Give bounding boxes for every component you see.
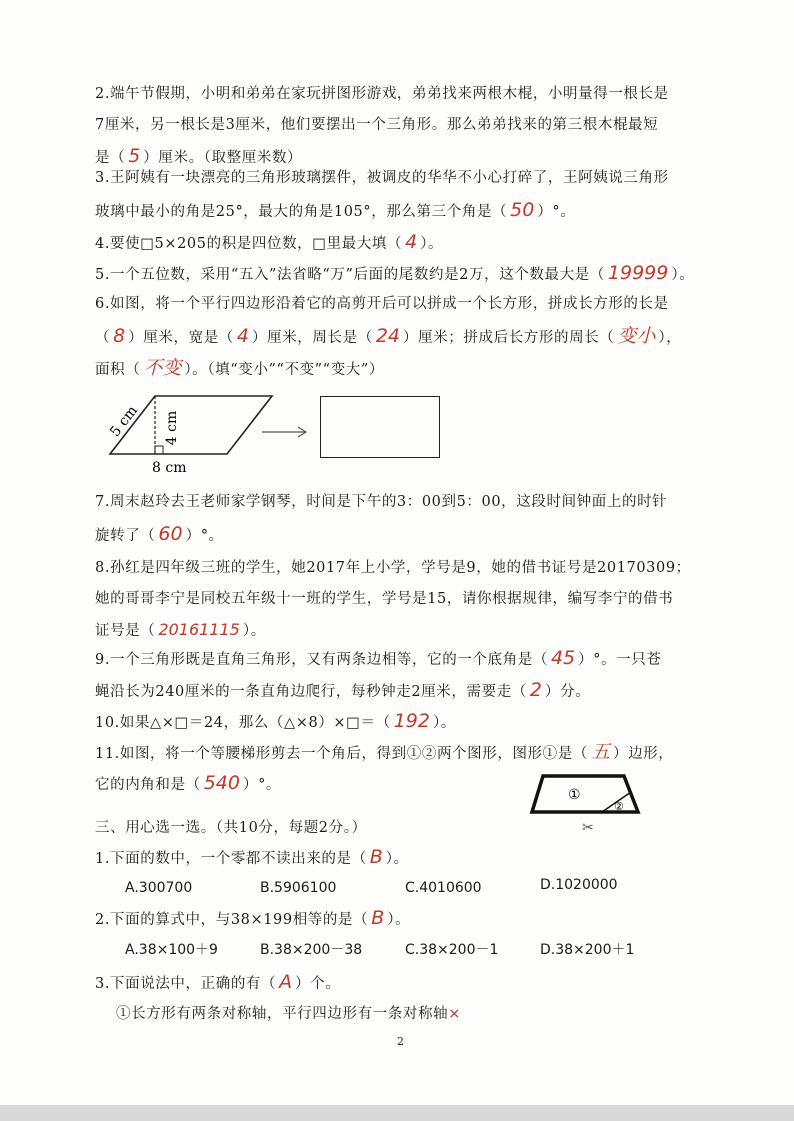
base-label: 8 cm — [152, 460, 187, 476]
c2-option-c: C.38×200－1 — [405, 942, 499, 958]
c1-option-a: A.300700 — [125, 880, 193, 896]
q6-answer-change: 变小 — [617, 325, 656, 347]
height-label: 4 cm — [164, 410, 180, 446]
c1-option-d: D.1020000 — [540, 877, 618, 893]
c2-question: 2.下面的算式中，与38×199相等的是（ B ）。 — [95, 907, 411, 929]
c1-option-c: C.4010600 — [405, 880, 482, 896]
q5-answer: 19999 — [607, 262, 669, 284]
trapezoid-figure — [528, 768, 648, 838]
q9-line1: 9.一个三角形既是直角三角形，又有两条边相等，它的一个底角是（ 45 ）°。一只苍 — [95, 647, 662, 669]
q6-line1: 6.如图，将一个平行四边形沿着它的高剪开后可以拼成一个长方形，拼成长方形的长是 — [95, 296, 669, 312]
parallelogram-shape — [110, 396, 272, 454]
side-label: 5 cm — [107, 402, 141, 440]
c3-answer: A — [279, 971, 293, 993]
rectangle-figure — [320, 396, 440, 458]
q6-line2: （ 8 ）厘米，宽是（ 4 ）厘米，周长是（ 24 ）厘米；拼成后长方形的周长（ 变小 ）， — [95, 325, 682, 347]
q8-line2: 她的哥哥李宁是同校五年级十一班的学生，学号是15，请你根据规律，编写李宁的借书 — [95, 591, 674, 607]
c2-option-b: B.38×200－38 — [260, 942, 363, 958]
q7-answer: 60 — [158, 523, 183, 545]
q11-answer-angle-sum: 540 — [203, 772, 240, 794]
q11-line1: 11.如图，将一个等腰梯形剪去一个角后，得到①②两个图形，图形①是（ 五 ）边形， — [95, 741, 674, 763]
q3-line1: 3.王阿姨有一块漂亮的三角形玻璃摆件，被调皮的华华不小心打碎了，王阿姨说三角形 — [95, 170, 669, 186]
q6-line3: 面积（ 不变 ）。（填“变小”“不变”“变大”） — [95, 357, 385, 379]
section3-title: 三、用心选一选。（共10分，每题2分。） — [95, 820, 367, 836]
q6-answer-length: 8 — [113, 325, 126, 347]
c2-answer: B — [371, 907, 385, 929]
wrong-mark-icon: × — [448, 1006, 461, 1022]
q9-line2: 蝇沿长为240厘米的一条直角边爬行，每秒钟走2厘米，需要走（ 2 ）分。 — [95, 679, 591, 701]
q8-answer: 20161115 — [158, 620, 240, 639]
q10-answer: 192 — [393, 710, 430, 732]
q3-answer: 50 — [510, 199, 535, 221]
c3-question: 3.下面说法中，正确的有（ A ）个。 — [95, 971, 341, 993]
q2-answer: 5 — [128, 145, 141, 167]
c3-statement-1: ①长方形有两条对称轴，平行四边形有一条对称轴× — [116, 1006, 461, 1022]
piece1-label: ① — [568, 787, 581, 803]
right-angle-mark — [155, 446, 163, 454]
c1-answer: B — [369, 846, 383, 868]
piece2-label: ② — [614, 800, 624, 813]
scan-bottom-edge — [0, 1105, 794, 1121]
q9-answer-angle: 45 — [550, 647, 576, 669]
c2-option-d: D.38×200＋1 — [540, 942, 635, 958]
c2-option-a: A.38×100＋9 — [125, 942, 218, 958]
scissors-icon: ✂ — [582, 820, 594, 836]
q11-line2: 它的内角和是（ 540 ）°。 — [95, 772, 282, 794]
q7-line1: 7.周末赵玲去王老师家学钢琴，时间是下午的3：00到5：00，这段时间钟面上的时针 — [95, 494, 668, 510]
q4-answer: 4 — [405, 231, 418, 253]
page-number: 2 — [397, 1035, 404, 1048]
q11-answer-sides: 五 — [590, 741, 610, 763]
q4-line: 4.要使□5×205的积是四位数，□里最大填（ 4 ）。 — [95, 231, 444, 253]
q2-line1: 2.端午节假期，小明和弟弟在家玩拼图形游戏，弟弟找来两根木棍，小明量得一根长是 — [95, 86, 669, 102]
q9-answer-minutes: 2 — [529, 679, 542, 701]
q6-answer-area: 不变 — [143, 357, 182, 379]
q5-line: 5.一个五位数，采用“五入”法省略“万”后面的尾数约是2万，这个数最大是（ 19999 ）。 — [95, 262, 695, 284]
q2-line2: 7厘米，另一根长是3厘米，他们要摆出一个三角形。那么弟弟找来的第三根木棍最短 — [95, 117, 659, 133]
c1-question: 1.下面的数中，一个零都不读出来的是（ B ）。 — [95, 846, 409, 868]
q7-line2: 旋转了（ 60 ）°。 — [95, 523, 224, 545]
q3-line2: 玻璃中最小的角是25°，最大的角是105°，那么第三个角是（ 50 ）°。 — [95, 199, 576, 221]
q6-answer-width: 4 — [236, 325, 249, 347]
q8-line1: 8.孙红是四年级三班的学生，她2017年上小学，学号是9，她的借书证号是20170309； — [95, 560, 691, 576]
q2-line3: 是（ 5 ）厘米。（取整厘米数） — [95, 145, 303, 167]
q8-line3: 证号是（ 20161115 ）。 — [95, 620, 266, 639]
q6-answer-perimeter: 24 — [375, 325, 400, 347]
q10-line: 10.如果△×□＝24，那么（△×8）×□＝（ 192 ）。 — [95, 710, 456, 732]
c1-option-b: B.5906100 — [260, 880, 337, 896]
